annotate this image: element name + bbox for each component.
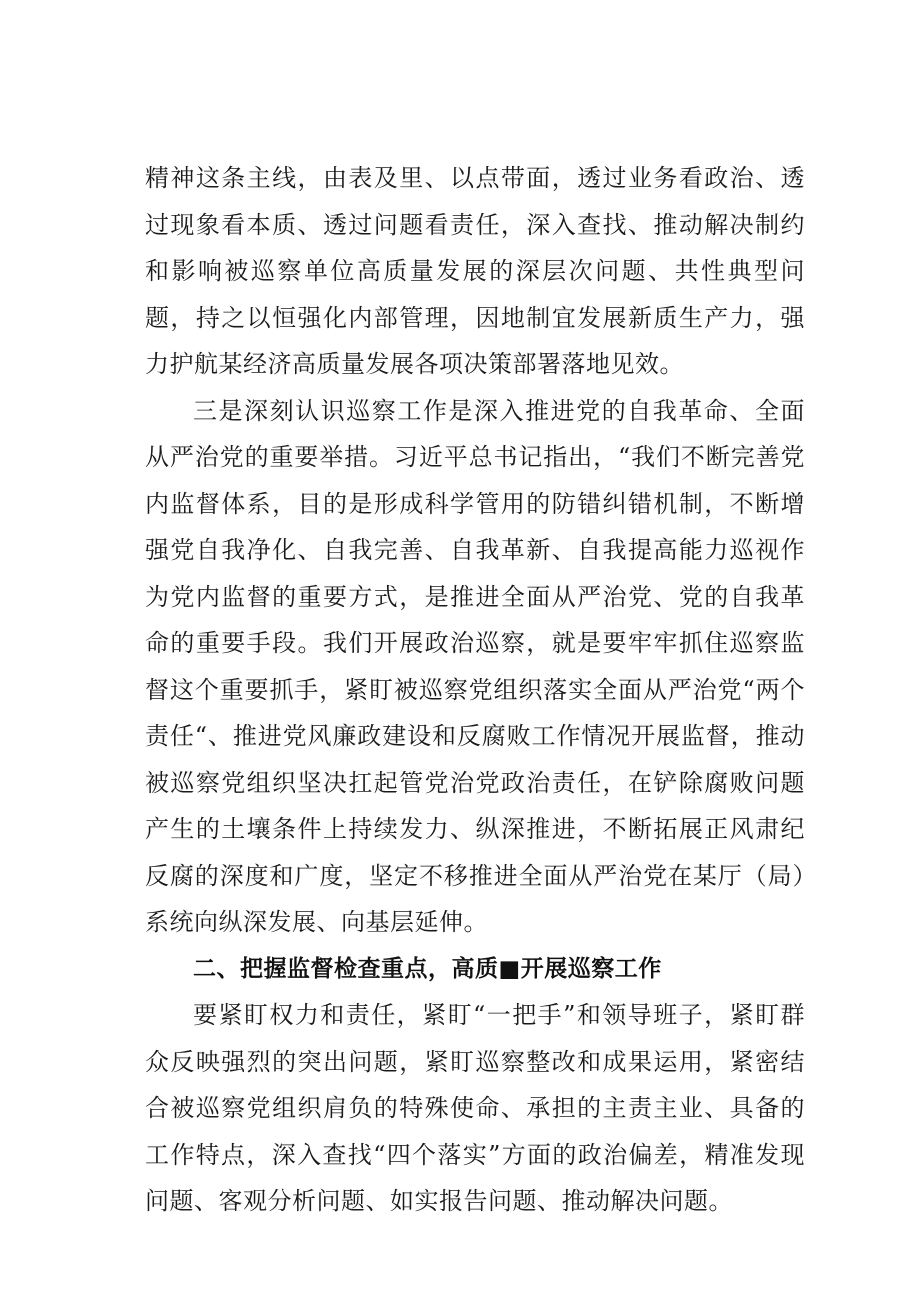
paragraph-supervision-focus: 要紧盯权力和责任，紧盯“一把手”和领导班子，紧盯群众反映强烈的突出问题，紧盯巡察整改和成果运用，紧密结合被巡察党组织肩负的特殊使命、承担的主责主业、具备的工作特点，深入查找“四个落实”方面的政治偏差，精准发现问题、客观分析问题、如实报告问题、推动解决问题。 xyxy=(145,1001,805,1215)
section-heading: 二、把握监督检查重点，高质■开展巡察工作 xyxy=(193,955,662,982)
paragraph-point-three: 三是深刻认识巡察工作是深入推进党的自我革命、全面从严治党的重要举措。习近平总书记指出，“我们不断完善党内监督体系，目的是形成科学管用的防错纠错机制，不断增强党自我净化、自我完善、自我革新、自我提高能力巡视作为党内监督的重要方式，是推进全面从严治党、党的自我革命的重要手段。我们开展政治巡察，就是要牢牢抓住巡察监督这个重要抓手，紧盯被巡察党组织落实全面从严治党“两个责任“、推进党风廉政建设和反腐败工作情况开展监督，推动被巡察党组织坚决扛起管党治党政治责任，在铲除腐败问题产生的土壤条件上持续发力、纵深推进，不断拓展正风肃纪反腐的深度和广度，坚定不移推进全面从严治党在某厅（局）系统向纵深发展、向基层延伸。 xyxy=(145,396,805,936)
paragraph-continuation: 精神这条主线，由表及里、以点带面，透过业务看政治、透过现象看本质、透过问题看责任，深入查找、推动解决制约和影响被巡察单位高质量发展的深层次问题、共性典型问题，持之以恒强化内部管理，因地制宜发展新质生产力，强力护航某经济高质量发展各项决策部署落地见效。 xyxy=(145,164,805,378)
document-body xyxy=(145,155,805,1225)
